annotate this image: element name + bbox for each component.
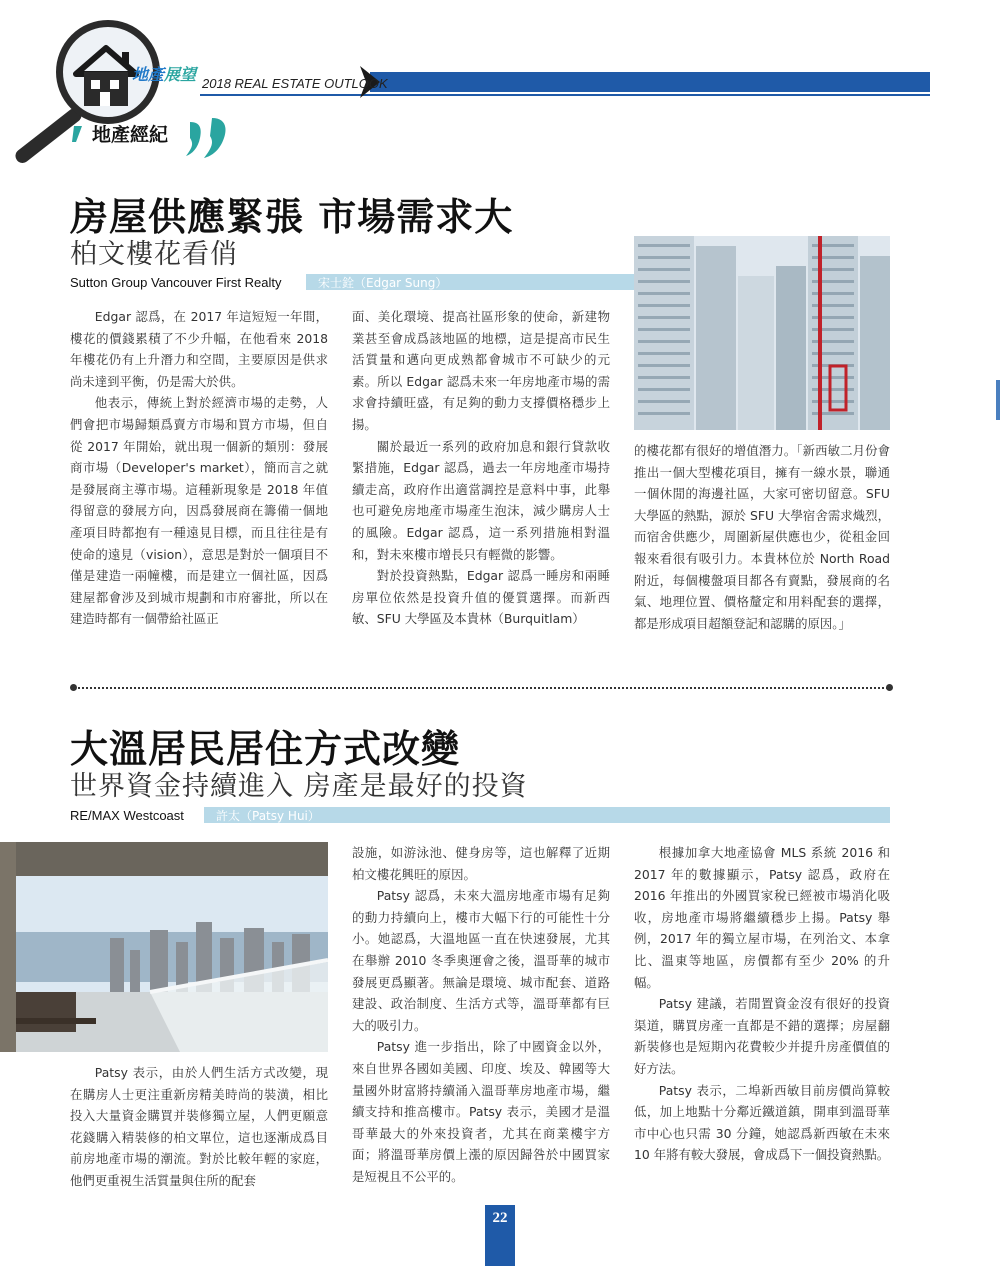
quote-open-icon — [70, 124, 88, 144]
article1-column-3 — [634, 440, 890, 634]
balcony-photo — [0, 842, 328, 1052]
paragraph: 設施，如游泳池、健身房等，這也解釋了近期柏文樓花興旺的原因。 — [352, 845, 610, 882]
paragraph: Edgar 認爲，在 2017 年這短短一年間，樓花的價錢累積了不少升幅，在他看來 2018 年樓花仍有上升潛力和空間，主要原因是供求尚未達到平衡，仍是需大於供。 — [70, 309, 328, 389]
logo-word-a: 地產 — [132, 65, 165, 84]
paragraph: Patsy 表示，二埠新西敏目前房價尚算較低，加上地點十分鄰近鐵道鎮，開車到溫哥華市中心也只需 30 分鐘，她認爲新西敏在未來 10 年將有較大發展，會成爲下一個投資熱點。 — [634, 1082, 890, 1163]
header-bar — [370, 72, 930, 92]
paragraph: 關於最近一系列的政府加息和銀行貸款收緊措施，Edgar 認爲，過去一年房地產市場持續走高，政府作出適當調控是意料中事，此舉也可避免房地產市場產生泡沫，減少購房人士的風險。Edgar 認爲，這一系列措施相對溫和，對未來樓市增長只有輕微的影響。 — [352, 438, 610, 562]
paragraph: 他表示，傳統上對於經濟市場的走勢，人們會把市場歸類爲賣方市場和買方市場，但自從 2017 年開始，就出現一個新的類別：發展商市場（Developer's market），簡而言之就是發展商主導市場。這種新現象是 2018 年值得留意的發展方向，因爲發展商在籌備一個地產項目時都抱有一種遠見目標，而且往往是有使命的遠見（vision），意思是對於一個項目不僅是建造一兩幢樓，而是建立一個社區，因爲建屋都會涉及到城市規劃和市府審批，所以在建造時都有一個帶給社區正 — [70, 395, 328, 627]
paragraph: 面、美化環境、提高社區形象的使命，新建物業甚至會成爲該地區的地標，這是提高市民生活質量和邁向更成熟都會城市不可缺少的元素。所以 Edgar 認爲未來一年房地產市場的需求會持續旺盛，有足夠的動力支撐價格穩步上揚。 — [352, 309, 610, 432]
article1-subhead: 柏文樓花看俏 — [70, 239, 238, 270]
article1-author: 宋士銓（Edgar Sung） — [318, 276, 448, 290]
article2-column-2 — [352, 842, 610, 1188]
paragraph: 根據加拿大地產協會 MLS 系統 2016 和 2017 年的數據顯示，Patsy 認爲，政府在 2016 年推出的外國買家稅已經被市場消化吸收，房地產市場將繼續穩步上揚。Patsy 舉例，2017 年的獨立屋市場，在列治文、本拿比、溫東等地區，房價都有至少 20% 的升幅。 — [634, 845, 890, 990]
paragraph: Patsy 進一步指出，除了中國資金以外，來自世界各國如美國、印度、埃及、韓國等大量國外財富將持續涌入溫哥華房地產市場，繼續支持和推高樓市。Patsy 表示，美國才是溫哥華最大的外來投資者，尤其在商業樓宇方面；將溫哥華房價上漲的原因歸咎於中國買家是短視且不公平的。 — [352, 1039, 610, 1184]
paragraph: Patsy 認爲，未來大溫房地產市場有足夠的動力持續向上，樓市大幅下行的可能性十分小。她認爲，大溫地區一直在快速發展，尤其在舉辦 2010 冬季奧運會之後，溫哥華的城市發展更爲顯著。無論是環境、城市配套、道路建設、政治制度、生活方式等，溫哥華都有巨大的吸引力。 — [352, 888, 610, 1033]
page-edge-mark — [996, 380, 1000, 420]
article2-company: RE/MAX Westcoast — [70, 808, 184, 823]
article1-column-2 — [352, 306, 610, 630]
quote-close-icon — [184, 116, 232, 160]
page-number: 22 — [492, 1210, 508, 1226]
paragraph: Patsy 建議，若閒置資金沒有很好的投資渠道，購買房產一直都是不錯的選擇；房屋翻新裝修也是短期內花費較少并提升房產價值的好方法。 — [634, 996, 890, 1076]
article1-headline: 房屋供應緊張 市場需求大 — [70, 195, 514, 239]
section-tag: 地產經紀 — [92, 124, 169, 146]
logo-word-b: 展望 — [164, 65, 197, 84]
header-rule — [200, 94, 930, 96]
article2-column-3 — [634, 842, 890, 1166]
section-divider — [74, 687, 892, 689]
article1-column-1 — [70, 306, 328, 630]
article2-author: 許太（Patsy Hui） — [216, 809, 320, 823]
paragraph: Patsy 表示，由於人們生活方式改變，現在購房人士更注重新房精美時尚的裝潢，相比投入大量資金購買并裝修獨立屋，人們更願意花錢購入精裝修的柏文單位，這也逐漸成爲目前房地產市場的潮流。對於比較年輕的家庭，他們更重視生活質量與住所的配套 — [70, 1065, 328, 1188]
article2-headline: 大溫居民居住方式改變 — [70, 727, 461, 771]
paragraph: 的樓花都有很好的增值潛力。「新西敏二月份會推出一個大型樓花項目，擁有一線水景，聯通一個休閒的海邊社區，大家可密切留意。SFU 大學區的熱點，源於 SFU 大學宿舍需求熾烈，而宿舍供應少，周圍新屋供應也少，從租金回報來看很有吸引力。本貴林位於 North Road 附近，每個樓盤項目都各有賣點，發展商的名氣、地理位置、價格釐定和用料配套的選擇，都是形成項目超額登記和認購的原因。」 — [634, 443, 890, 631]
paragraph: 對於投資熱點，Edgar 認爲一睡房和兩睡房單位依然是投資升值的優質選擇。而新西敏、SFU 大學區及本貴林（Burquitlam） — [352, 568, 610, 627]
article2-column-1 — [70, 1062, 328, 1192]
divider-dot-right — [886, 684, 893, 691]
article2-subhead: 世界資金持續進入 房產是最好的投資 — [70, 771, 528, 802]
outlook-label: 2018 REAL ESTATE OUTLOOK — [202, 76, 388, 91]
tower-photo — [634, 236, 890, 430]
article1-company: Sutton Group Vancouver First Realty — [70, 275, 282, 290]
